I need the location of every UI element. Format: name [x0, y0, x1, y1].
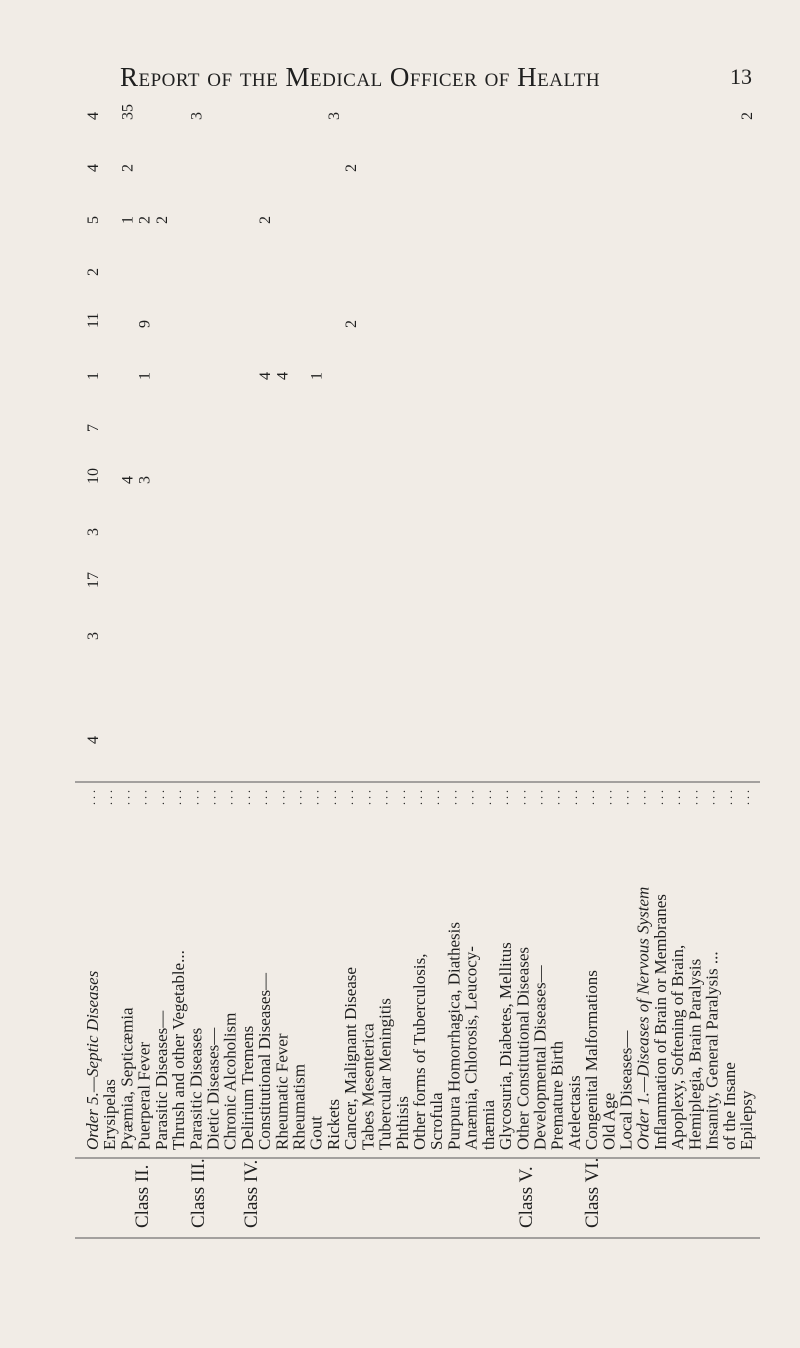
row-label: Atelectasis	[564, 1075, 584, 1150]
leader-dots: . . .	[170, 790, 185, 805]
leader-dots: . . .	[118, 790, 133, 805]
row-label: Dietic Diseases—	[203, 1027, 223, 1150]
leader-dots: . . .	[703, 790, 718, 805]
row-label: Rickets	[323, 1099, 343, 1150]
row-label: Constitutional Diseases—	[255, 972, 275, 1150]
row-label: Delirium Tremens	[237, 1025, 257, 1150]
cell-value: 4	[119, 476, 137, 484]
row-label: Insanity, General Paralysis ...	[702, 951, 722, 1150]
class-label: Class V.	[516, 1166, 537, 1228]
cell-value: 2	[119, 164, 137, 172]
cell-value: 2	[257, 216, 275, 224]
leader-dots: . . .	[359, 790, 374, 805]
leader-dots: . . .	[514, 790, 529, 805]
row-label: Apoplexy, Softening of Brain,	[668, 944, 688, 1150]
leader-dots: . . .	[187, 790, 202, 805]
leader-dots: . . .	[497, 790, 512, 805]
leader-dots: . . .	[256, 790, 271, 805]
leader-dots: . . .	[634, 790, 649, 805]
cell-value: 2	[153, 216, 171, 224]
cell-value: 2	[136, 216, 154, 224]
leader-dots: . . .	[273, 790, 288, 805]
leader-dots: . . .	[238, 790, 253, 805]
row-label: Glycosuria, Diabetes, Mellitus	[496, 942, 516, 1150]
leader-dots: . . .	[565, 790, 580, 805]
leader-dots: . . .	[135, 790, 150, 805]
leader-dots: . . .	[531, 790, 546, 805]
class-label: Class IV.	[241, 1159, 262, 1228]
row-label: Order 5.—Septic Diseases	[83, 970, 102, 1150]
leader-dots: . . .	[686, 790, 701, 805]
cell-value: 1	[119, 216, 137, 224]
page-title: Report of the Medical Officer of Health	[120, 62, 601, 92]
cell-value: 4	[85, 112, 102, 120]
row-label: Chronic Alcoholism	[220, 1012, 240, 1150]
row-label: of the Insane	[719, 1062, 739, 1150]
leader-dots: . . .	[411, 790, 425, 805]
row-label: Gout	[306, 1116, 326, 1150]
leader-dots: . . .	[376, 790, 391, 805]
row-label: Rheumatism	[289, 1064, 309, 1150]
row-label: Erysipelas	[100, 1079, 120, 1150]
class-label: Class III.	[188, 1158, 209, 1228]
cell-value: 9	[136, 320, 154, 328]
row-label: Parasitic Diseases	[186, 1027, 206, 1150]
cell-value: 3	[188, 112, 206, 120]
leader-dots: . . .	[307, 790, 322, 805]
cell-value: 10	[85, 468, 102, 484]
row-label: Pyæmia, Septicæmia	[117, 1007, 137, 1150]
row-label: Local Diseases—	[616, 1030, 636, 1150]
row-label: Inflammation of Brain or Membranes	[650, 894, 670, 1150]
leader-dots: . . .	[445, 790, 460, 805]
cell-value: 5	[85, 216, 102, 224]
cell-value: 3	[85, 528, 102, 536]
cell-value: 1	[308, 372, 326, 380]
cell-value: 17	[85, 572, 102, 588]
row-label: Hemiplegia, Brain Paralysis	[685, 958, 705, 1150]
row-label: thæmia	[478, 1099, 498, 1150]
row-label: Developmental Diseases—	[530, 965, 550, 1150]
row-label: Purpura Homorrhagica, Diathesis	[444, 921, 464, 1150]
leader-dots: . . .	[84, 790, 98, 805]
leader-dots: . . .	[600, 790, 615, 805]
cell-value: 7	[85, 424, 102, 432]
cell-value: 3	[325, 112, 343, 120]
cell-value: 2	[739, 112, 756, 120]
row-label: Thrush and other Vegetable...	[169, 950, 189, 1150]
leader-dots: . . .	[290, 790, 305, 805]
leader-dots: . . .	[548, 790, 563, 805]
leader-dots: . . .	[583, 790, 598, 805]
leader-dots: . . .	[720, 790, 735, 805]
row-label: Phthisis	[392, 1096, 412, 1150]
leader-dots: . . .	[393, 790, 408, 805]
row-label: Premature Birth	[547, 1040, 567, 1150]
cell-value: 3	[136, 476, 154, 484]
row-label: Tubercular Meningitis	[375, 998, 395, 1150]
row-label: Old Age	[599, 1092, 619, 1150]
leader-dots: . . .	[342, 790, 357, 805]
row-label: Scrofula	[427, 1092, 447, 1150]
leader-dots: . . .	[221, 790, 236, 805]
cell-value: 35	[119, 104, 137, 120]
row-label: Parasitic Diseases—	[151, 1010, 171, 1150]
cell-value: 1	[85, 372, 102, 380]
row-label: Congenital Malformations	[582, 970, 602, 1150]
cell-value: 1	[136, 372, 154, 380]
leader-dots: . . .	[651, 790, 666, 805]
cell-value: 4	[257, 372, 275, 380]
leader-dots: . . .	[101, 790, 116, 805]
cell-value: 2	[343, 320, 361, 328]
row-label: Order 1.—Diseases of Nervous System	[633, 886, 653, 1150]
cell-value: 2	[343, 164, 361, 172]
cell-value: 4	[85, 164, 102, 172]
row-label: Anæmia, Chlorosis, Leucocy-	[461, 946, 481, 1150]
class-label: Class II.	[132, 1164, 153, 1228]
leader-dots: . . .	[324, 790, 339, 805]
leader-dots: . . .	[204, 790, 219, 805]
row-label: Other Constitutional Diseases	[513, 946, 533, 1150]
leader-dots: . . .	[462, 790, 477, 805]
class-label: Class VI.	[582, 1157, 603, 1228]
row-label: Rheumatic Fever	[272, 1033, 292, 1150]
page-number: 13	[730, 64, 752, 89]
row-label: Puerperal Fever	[134, 1041, 154, 1150]
cell-value: 4	[85, 736, 102, 744]
leader-dots: . . .	[479, 790, 494, 805]
leader-dots: . . .	[152, 790, 167, 805]
leader-dots: . . .	[738, 790, 752, 805]
row-label: Other forms of Tuberculosis,	[410, 953, 429, 1150]
leader-dots: . . .	[669, 790, 684, 805]
row-label: Cancer, Malignant Disease	[341, 967, 361, 1150]
cell-value: 2	[85, 268, 102, 276]
row-label: Tabes Mesenterica	[358, 1023, 378, 1150]
cell-value: 11	[85, 312, 102, 328]
cell-value: 4	[274, 372, 292, 380]
cell-value: 3	[85, 632, 102, 640]
leader-dots: . . .	[428, 790, 443, 805]
row-label: Epilepsy	[737, 1090, 756, 1150]
leader-dots: . . .	[617, 790, 632, 805]
